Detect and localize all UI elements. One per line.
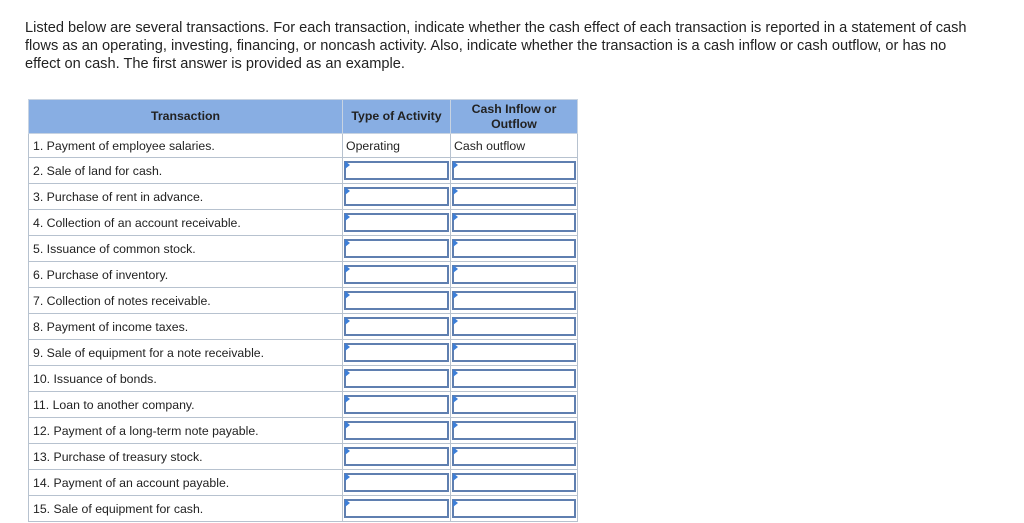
- cash-effect-dropdown[interactable]: [452, 161, 576, 180]
- example-row: [29, 134, 578, 158]
- dropdown-indicator-icon: [345, 499, 350, 507]
- type-of-activity-dropdown[interactable]: [344, 291, 449, 310]
- cash-effect-dropdown[interactable]: [452, 343, 576, 362]
- transaction-label: 6. Purchase of inventory.: [29, 262, 343, 288]
- type-of-activity-dropdown-cell: [343, 262, 451, 288]
- type-of-activity-dropdown[interactable]: [344, 213, 449, 232]
- cash-effect-dropdown-cell: [451, 236, 578, 262]
- cash-effect-dropdown-cell: [451, 184, 578, 210]
- type-of-activity-dropdown[interactable]: [344, 473, 449, 492]
- table-header-row: [29, 100, 578, 134]
- type-of-activity-dropdown-cell: [343, 236, 451, 262]
- cash-effect-dropdown-cell: [451, 418, 578, 444]
- dropdown-indicator-icon: [345, 161, 350, 169]
- transaction-label: 14. Payment of an account payable.: [29, 470, 343, 496]
- cash-effect-dropdown-cell: [451, 210, 578, 236]
- table-row: [29, 418, 578, 444]
- dropdown-indicator-icon: [453, 161, 458, 169]
- cash-effect-dropdown-cell: [451, 314, 578, 340]
- cash-effect-dropdown[interactable]: [452, 187, 576, 206]
- transaction-label: 2. Sale of land for cash.: [29, 158, 343, 184]
- table-row: [29, 262, 578, 288]
- cash-effect-dropdown-cell: [451, 366, 578, 392]
- example-cash-effect: Cash outflow: [451, 134, 578, 158]
- dropdown-indicator-icon: [345, 369, 350, 377]
- cash-effect-dropdown-cell: [451, 496, 578, 522]
- dropdown-indicator-icon: [453, 317, 458, 325]
- header-transaction: Transaction: [29, 100, 343, 134]
- dropdown-indicator-icon: [453, 499, 458, 507]
- transaction-label: 8. Payment of income taxes.: [29, 314, 343, 340]
- type-of-activity-dropdown-cell: [343, 288, 451, 314]
- type-of-activity-dropdown[interactable]: [344, 161, 449, 180]
- example-type-of-activity: Operating: [343, 134, 451, 158]
- cash-effect-dropdown[interactable]: [452, 499, 576, 518]
- table-row: [29, 496, 578, 522]
- table-row: [29, 236, 578, 262]
- type-of-activity-dropdown-cell: [343, 366, 451, 392]
- dropdown-indicator-icon: [453, 343, 458, 351]
- cash-effect-dropdown-cell: [451, 340, 578, 366]
- table-row: [29, 444, 578, 470]
- type-of-activity-dropdown-cell: [343, 158, 451, 184]
- type-of-activity-dropdown[interactable]: [344, 369, 449, 388]
- transaction-label: 11. Loan to another company.: [29, 392, 343, 418]
- cash-effect-dropdown-cell: [451, 444, 578, 470]
- dropdown-indicator-icon: [345, 239, 350, 247]
- type-of-activity-dropdown-cell: [343, 444, 451, 470]
- type-of-activity-dropdown[interactable]: [344, 395, 449, 414]
- type-of-activity-dropdown-cell: [343, 210, 451, 236]
- type-of-activity-dropdown[interactable]: [344, 239, 449, 258]
- dropdown-indicator-icon: [453, 213, 458, 221]
- transaction-label: 7. Collection of notes receivable.: [29, 288, 343, 314]
- dropdown-indicator-icon: [453, 473, 458, 481]
- dropdown-indicator-icon: [345, 421, 350, 429]
- table-row: [29, 470, 578, 496]
- cash-effect-dropdown[interactable]: [452, 447, 576, 466]
- table-row: [29, 366, 578, 392]
- cash-effect-dropdown[interactable]: [452, 213, 576, 232]
- instructions-text: Listed below are several transactions. For each transaction, indicate whether the cash effect of each transaction is reported in a statement of cash flows as an operating, investing, financing, or noncash activity. Also, indicate whether the transaction is a cash inflow or cash outflow, or has no effect on cash. The first answer is provided as an example.: [25, 20, 967, 72]
- cash-effect-dropdown-cell: [451, 470, 578, 496]
- type-of-activity-dropdown[interactable]: [344, 265, 449, 284]
- dropdown-indicator-icon: [453, 291, 458, 299]
- dropdown-indicator-icon: [345, 187, 350, 195]
- dropdown-indicator-icon: [345, 395, 350, 403]
- table-row: [29, 288, 578, 314]
- type-of-activity-dropdown-cell: [343, 314, 451, 340]
- type-of-activity-dropdown[interactable]: [344, 317, 449, 336]
- cash-effect-dropdown[interactable]: [452, 317, 576, 336]
- type-of-activity-dropdown-cell: [343, 392, 451, 418]
- transaction-label: 5. Issuance of common stock.: [29, 236, 343, 262]
- dropdown-indicator-icon: [345, 265, 350, 273]
- cash-effect-dropdown-cell: [451, 262, 578, 288]
- type-of-activity-dropdown[interactable]: [344, 421, 449, 440]
- dropdown-indicator-icon: [345, 317, 350, 325]
- dropdown-indicator-icon: [345, 447, 350, 455]
- type-of-activity-dropdown-cell: [343, 418, 451, 444]
- cash-effect-dropdown[interactable]: [452, 265, 576, 284]
- cash-effect-dropdown[interactable]: [452, 421, 576, 440]
- type-of-activity-dropdown[interactable]: [344, 499, 449, 518]
- transaction-label: 15. Sale of equipment for cash.: [29, 496, 343, 522]
- type-of-activity-dropdown-cell: [343, 470, 451, 496]
- type-of-activity-dropdown[interactable]: [344, 447, 449, 466]
- cash-effect-dropdown[interactable]: [452, 473, 576, 492]
- cash-effect-dropdown[interactable]: [452, 239, 576, 258]
- cash-effect-dropdown-cell: [451, 392, 578, 418]
- example-transaction: 1. Payment of employee salaries.: [29, 134, 343, 158]
- type-of-activity-dropdown[interactable]: [344, 187, 449, 206]
- cash-effect-dropdown[interactable]: [452, 395, 576, 414]
- table-row: [29, 314, 578, 340]
- transaction-label: 12. Payment of a long-term note payable.: [29, 418, 343, 444]
- transaction-label: 9. Sale of equipment for a note receivable.: [29, 340, 343, 366]
- transaction-label: 10. Issuance of bonds.: [29, 366, 343, 392]
- header-type-of-activity: Type of Activity: [343, 100, 451, 134]
- dropdown-indicator-icon: [453, 265, 458, 273]
- table-row: [29, 210, 578, 236]
- dropdown-indicator-icon: [345, 291, 350, 299]
- transaction-label: 13. Purchase of treasury stock.: [29, 444, 343, 470]
- dropdown-indicator-icon: [345, 213, 350, 221]
- cash-effect-dropdown-cell: [451, 158, 578, 184]
- type-of-activity-dropdown[interactable]: [344, 343, 449, 362]
- dropdown-indicator-icon: [453, 187, 458, 195]
- dropdown-indicator-icon: [453, 369, 458, 377]
- table-row: [29, 158, 578, 184]
- dropdown-indicator-icon: [453, 395, 458, 403]
- header-cash-inflow-outflow: Cash Inflow or Outflow: [451, 100, 578, 134]
- table-row: [29, 184, 578, 210]
- table-row: [29, 392, 578, 418]
- dropdown-indicator-icon: [453, 239, 458, 247]
- dropdown-indicator-icon: [453, 421, 458, 429]
- cash-effect-dropdown[interactable]: [452, 291, 576, 310]
- transactions-table: [28, 99, 578, 522]
- dropdown-indicator-icon: [345, 343, 350, 351]
- type-of-activity-dropdown-cell: [343, 184, 451, 210]
- transaction-label: 4. Collection of an account receivable.: [29, 210, 343, 236]
- dropdown-indicator-icon: [453, 447, 458, 455]
- type-of-activity-dropdown-cell: [343, 340, 451, 366]
- type-of-activity-dropdown-cell: [343, 496, 451, 522]
- table-row: [29, 340, 578, 366]
- cash-effect-dropdown[interactable]: [452, 369, 576, 388]
- cash-effect-dropdown-cell: [451, 288, 578, 314]
- transaction-label: 3. Purchase of rent in advance.: [29, 184, 343, 210]
- dropdown-indicator-icon: [345, 473, 350, 481]
